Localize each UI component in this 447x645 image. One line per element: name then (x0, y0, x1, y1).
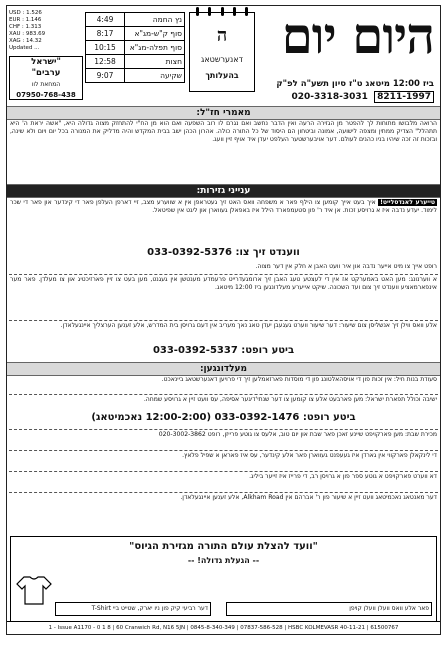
divider (9, 429, 438, 430)
zmanim-row: נץ החמה 4:49 (86, 13, 185, 27)
calendar-letter: ה (216, 25, 228, 46)
section-maamarei: מאמרי חז"ל: (7, 106, 440, 120)
zmanim-table (85, 12, 185, 83)
shiur-paragraph: אלע וואס ווילן זיך אנשליסן צום שיעור: דער שיעור ווערט געגעבן יעדן טאג נאך מעריב אין דעם גרויסן בית המדרש, אלע זענען הערצליך איינגעלאדן. (60, 322, 437, 329)
left-ad: דער רביעי קיק פון ניו יארק, שטייט ביי T-Shirt (55, 602, 211, 616)
meldunen-call: ביטע רופט: 033-0392-1476 (12:00-2:00 נאכמיטאג) (91, 412, 356, 423)
maamarei-text: הרואה מלבושו מתוחות לך להפטר מן הגזירה הרעה ואין הדבר נחשב ואם נגרם לו רוב השפעה ואם הוא מן הח"י להתחזק מצוה גדולה היא, "אשה יראת ה' היא תתהלל" הצדיק ממתין ומצפה לישועה, אמונה וביטחון הם היסוד של כל התורה כולה. אהרון הכהן ישב בבית המקדש והיה מדליק את המנורה בכל יום ויום ולא שינה, ובזכות זה זכה שיהיו בניו כהנים לעולם. דער אויבערשטער העלפט יעדן איד אויף זיין וועג. (10, 120, 437, 144)
divider (9, 320, 438, 321)
section-inyanei: ענייני גזירות: (7, 184, 440, 198)
notice-paragraph: א ווערנונג: מען האט באמערקט אז אין די לעצטע טעג האבן זיך ארומגעדרייט פרעמדע מענטשן אין געגנט, מען בעט צו זיין פארזיכטיג און צו מעלדן. פאר מער אינפארמאציע ווענדט זיך צום ועד השכונה. שיקט אייערע מעלדונגען ביז 12:00 מיטאג. (10, 276, 437, 292)
vaad-title: "וועד להצלת עולם התורה מגזירת הגיוס" (129, 541, 318, 552)
calendar-parsha: בהעלותך (205, 71, 239, 80)
zmanim-row: סוף ק"ש-מג"א 8:17 (86, 27, 185, 41)
meldunen-item: דער מאנטאג נאכמיטאג וועט זיין א שיעור פון ר' אברהם אין Alkham Road, אלע זענען איינגעלאדן. (180, 494, 437, 501)
corner-ad: "ישראל ערבים" המחאת לוו 07950-768-438 (9, 56, 83, 100)
inyanei-note: רופט אייך צו מיט אייער נדבה און איר וועט האבן א חלק אין דער מצוה. (255, 263, 437, 270)
masthead (7, 6, 440, 106)
phone-alt: 020-3318-3031 (291, 92, 368, 102)
inyanei-call: ווענדט זיך צו: 033-0392-5376 (147, 247, 300, 258)
right-ad: פאר אלע וואס וועלן וועלן קויפן (226, 602, 432, 616)
meldunen-item: דא ווערט פארקויפט א גוטע ספר פון א גרויסן רב, די פרייז איז זייער ביליג. (249, 473, 437, 480)
currency-rates: USD : 1.526 EUR : 1.146 CHF : 1.313 XAU : 983.69 XAG : 14.32 Updated ... (9, 10, 46, 51)
zmanim-row: סוף תפלה-מג"א 10:15 (86, 41, 185, 55)
tshirt-icon (16, 575, 52, 605)
date-line: ביז 12:00 מיטאג ט"ז סיון תשע"ה לפ"ק (276, 79, 434, 89)
inyanei-lead: טייערע לאנדסלייט! (380, 199, 436, 206)
inyanei-text: איך בעט אייך קומען צו הילף פאר א משפחה וואס האט זיך געטראפן אין א שווערע מצב, זיי דארפן העלפן פאר די קינדער און פאר די שכר לימוד. יעדע נדבה איז א גרויסע זכות. אן איד ר' פון סטעמפארד הילל איז באפאלן געווארן און ליגט אין שפיטאל. (10, 199, 437, 215)
calendar-icon (189, 12, 255, 92)
phone-main: 8211-1997 (374, 91, 434, 103)
shiur-call: ביטע רופט: 033-0392-5337 (152, 345, 295, 356)
vaad-footer (10, 536, 437, 622)
meldunen-item: די לינקאלן פארקווי אין גארדן איז געעפנט געווארן פאר אלע קינדער, עס איז פאראן א שפיל פלאץ. (182, 452, 437, 459)
contact-strip: 1 - Issue A1170 - 0 1 8 | 60 Cranwich Rd, N16 5JN | 0845-8-340-349 | 07837-586-528 | HSBC KOLMEVASR 40-11-21 | 61500767 (7, 621, 440, 634)
divider (9, 450, 438, 451)
calendar-rings (196, 7, 248, 16)
meldunen-item: מכירת שבת: מען פארקויפט שיינע זאכן פאר שבת און יום טוב, אלעס צו גוטע פרייזן, רופט 020-3002-3862 (158, 431, 437, 438)
meldunen-item: סעודת בנות חיל: אין זכות פון די אויסהאלטונג פון די מוסדות פארזאמלען זיך די פרויען דאנערשטאג ביינאכט. (161, 376, 437, 383)
divider (9, 394, 438, 395)
meldunen-item: ישיבה וכולל תפארת ישראל: מען פארבעט אלע צו קומען צו דער שנתי'דיגער אסיפה, עס וועט זיין א גרויסע שמחה. (143, 396, 437, 403)
zmanim-row: שקיעה 9:07 (86, 69, 185, 83)
newsletter-page (6, 5, 441, 635)
divider (9, 274, 438, 275)
divider (9, 471, 438, 472)
divider (9, 492, 438, 493)
phone-line (292, 92, 434, 102)
section-meldunen: מעלדונגען: (7, 362, 440, 376)
newsletter-title: היום יום (281, 6, 434, 65)
calendar-day: דאנערשטאג (201, 55, 243, 64)
inyanei-block (10, 199, 437, 249)
vaad-subtitle: -- הגעלת גדולה! -- (187, 556, 260, 565)
zmanim-row: חצות 12:58 (86, 55, 185, 69)
